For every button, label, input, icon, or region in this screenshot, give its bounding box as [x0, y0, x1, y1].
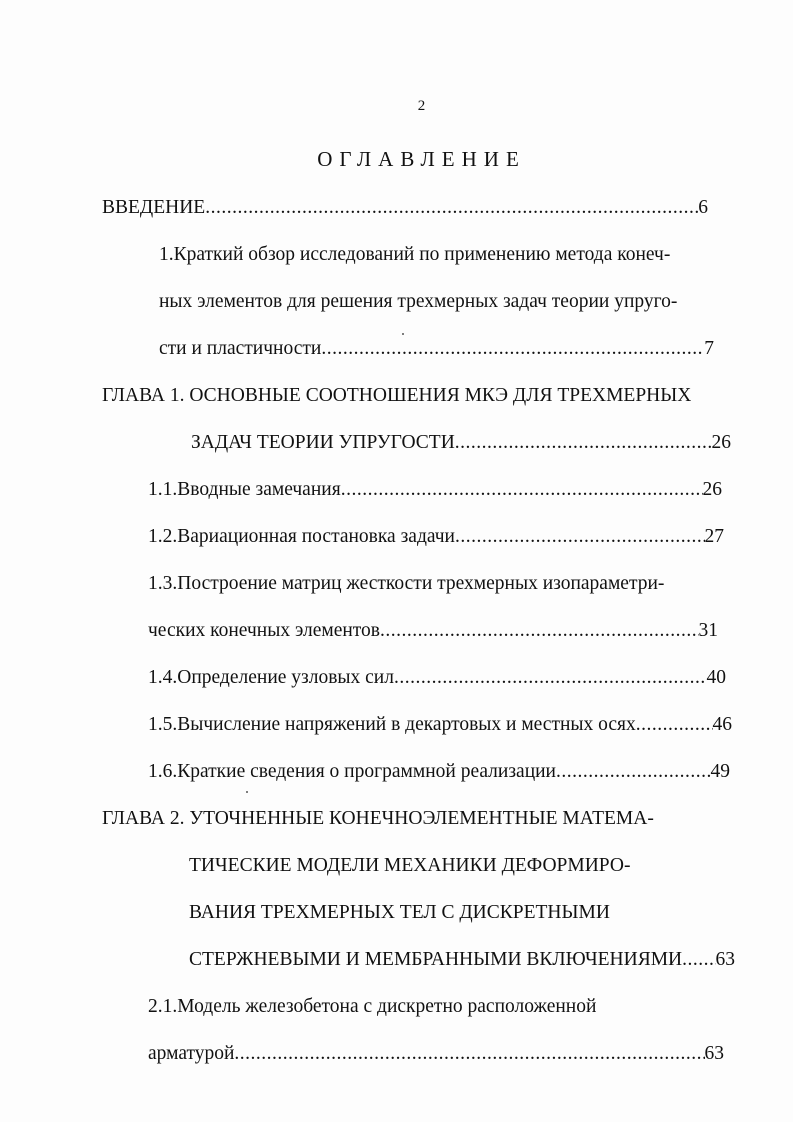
leader-dots: [682, 946, 715, 974]
toc-entry-1-3-line1: 1.3.Построение матриц жесткости трехмерных изопараметри-: [148, 573, 665, 594]
entry-page: 46: [712, 714, 732, 735]
toc-title: ОГЛАВЛЕНИЕ: [317, 147, 526, 171]
entry-text: 1.4.Определение узловых сил: [148, 667, 394, 688]
entry-page: 7: [704, 338, 714, 359]
toc-chapter2-line4: [189, 946, 735, 974]
entry-page: 63: [704, 1043, 724, 1064]
toc-entry-survey-line2: ных элементов для решения трехмерных задач теории упруго-: [159, 291, 678, 312]
leader-dots: [636, 711, 713, 739]
entry-text: 1.5.Вычисление напряжений в декартовых и местных осях: [148, 714, 636, 735]
leader-dots: [205, 194, 698, 222]
toc-chapter1-line1: ГЛАВА 1. ОСНОВНЫЕ СООТНОШЕНИЯ МКЭ ДЛЯ ТРЕХМЕРНЫХ: [102, 385, 692, 406]
toc-entry-1-2: [148, 523, 724, 551]
toc-entry-1-6: [148, 758, 730, 786]
toc-chapter2-line2: ТИЧЕСКИЕ МОДЕЛИ МЕХАНИКИ ДЕФОРМИРО-: [189, 855, 631, 876]
leader-dots: [556, 758, 711, 786]
entry-text: ЗАДАЧ ТЕОРИИ УПРУГОСТИ: [191, 432, 455, 453]
entry-text: 1.1.Вводные замечания: [148, 479, 341, 500]
toc-entry-2-1-line1: 2.1.Модель железобетона с дискретно расположенной: [148, 996, 597, 1017]
entry-text: 1.2.Вариационная постановка задачи: [148, 526, 455, 547]
entry-page: 26: [711, 432, 731, 453]
toc-entry-1-5: [148, 711, 732, 739]
leader-dots: [394, 664, 707, 692]
leader-dots: [380, 617, 698, 645]
scan-speck: [246, 791, 248, 793]
toc-entry-survey-line1: 1.Краткий обзор исследований по применению метода конеч-: [159, 244, 671, 265]
leader-dots: [341, 476, 703, 504]
entry-text: ческих конечных элементов: [148, 620, 381, 641]
toc-entry-1-4: [148, 664, 726, 692]
toc-chapter1-line2: [191, 429, 731, 457]
entry-text: СТЕРЖНЕВЫМИ И МЕМБРАННЫМИ ВКЛЮЧЕНИЯМИ: [189, 949, 683, 970]
entry-text: арматурой: [148, 1043, 235, 1064]
leader-dots: [455, 429, 712, 457]
entry-page: 49: [710, 761, 730, 782]
toc-entry-2-1-line2: [148, 1040, 724, 1068]
toc-entry-1-3-line2: [148, 617, 718, 645]
entry-text: 1.6.Краткие сведения о программной реализации: [148, 761, 556, 782]
toc-entry-1-1: [148, 476, 722, 504]
scan-speck: [402, 333, 404, 335]
toc-entry-intro: [102, 194, 708, 222]
entry-page: 63: [715, 949, 735, 970]
entry-text: ВВЕДЕНИЕ: [102, 197, 206, 218]
toc-chapter2-line1: ГЛАВА 2. УТОЧНЕННЫЕ КОНЕЧНОЭЛЕМЕНТНЫЕ МАТЕМА-: [102, 808, 654, 829]
entry-page: 31: [698, 620, 718, 641]
entry-page: 27: [704, 526, 724, 547]
entry-text: сти и пластичности: [159, 338, 322, 359]
leader-dots: [455, 523, 705, 551]
page-number: 2: [417, 98, 426, 114]
toc-entry-survey-line3: [159, 335, 714, 363]
entry-page: 26: [702, 479, 722, 500]
toc-chapter2-line3: ВАНИЯ ТРЕХМЕРНЫХ ТЕЛ С ДИСКРЕТНЫМИ: [189, 902, 610, 923]
entry-page: 6: [698, 197, 708, 218]
leader-dots: [321, 335, 704, 363]
leader-dots: [234, 1040, 704, 1068]
entry-page: 40: [706, 667, 726, 688]
